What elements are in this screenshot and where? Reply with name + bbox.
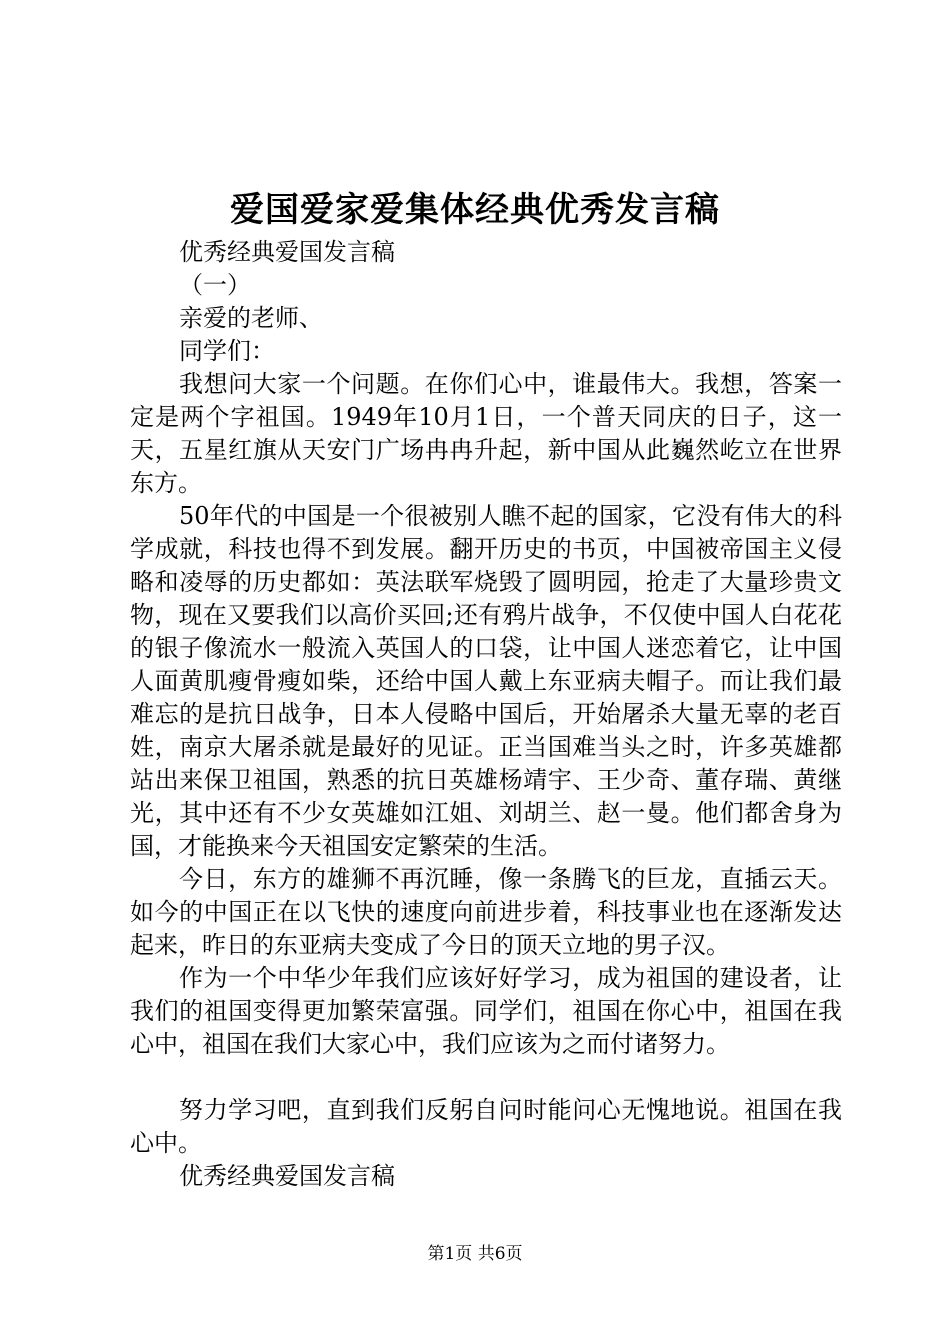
page-footer: 第1页 共6页 (427, 1244, 523, 1264)
paragraph-4: 作为一个中华少年我们应该好好学习，成为祖国的建设者，让我们的祖国变得更加繁荣富强。同学们，祖国在你心中，祖国在我心中，祖国在我们大家心中，我们应该为之而付诸努力。 (130, 964, 842, 1058)
document-title: 爱国爱家爱集体经典优秀发言稿 (230, 190, 720, 230)
document-body (130, 236, 842, 1193)
subtitle: 优秀经典爱国发言稿 (179, 238, 395, 266)
paragraph-3: 今日，东方的雄狮不再沉睡，像一条腾飞的巨龙，直插云天。如今的中国正在以飞快的速度向前进步着，科技事业也在逐渐发达起来，昨日的东亚病夫变成了今日的顶天立地的男子汉。 (130, 865, 842, 959)
salutation-teachers: 亲爱的老师、 (179, 304, 323, 332)
salutation-students: 同学们： (179, 337, 275, 365)
paragraph-5: 努力学习吧，直到我们反躬自问时能问心无愧地说。祖国在我心中。 (130, 1096, 842, 1157)
closing-heading: 优秀经典爱国发言稿 (179, 1162, 395, 1190)
paragraph-1: 我想问大家一个问题。在你们心中，谁最伟大。我想，答案一定是两个字祖国。1949年10月1日，一个普天同庆的日子，这一天，五星红旗从天安门广场冉冉升起，新中国从此巍然屹立在世界东方。 (130, 370, 842, 497)
section-mark: （一） (179, 271, 251, 299)
paragraph-2: 50年代的中国是一个很被别人瞧不起的国家，它没有伟大的科学成就，科技也得不到发展。翻开历史的书页，中国被帝国主义侵略和凌辱的历史都如：英法联军烧毁了圆明园，抢走了大量珍贵文物，现在又要我们以高价买回;还有鸦片战争，不仅使中国人白花花的银子像流水一般流入英国人的口袋，让中国人迷恋着它，让中国人面黄肌瘦骨瘦如柴，还给中国人戴上东亚病夫帽子。而让我们最难忘的是抗日战争，日本人侵略中国后，开始屠杀大量无辜的老百姓，南京大屠杀就是最好的见证。正当国难当头之时，许多英雄都站出来保卫祖国，熟悉的抗日英雄杨靖宇、王少奇、董存瑞、黄继光，其中还有不少女英雄如江姐、刘胡兰、赵一曼。他们都舍身为国，才能换来今天祖国安定繁荣的生活。 (130, 502, 842, 860)
